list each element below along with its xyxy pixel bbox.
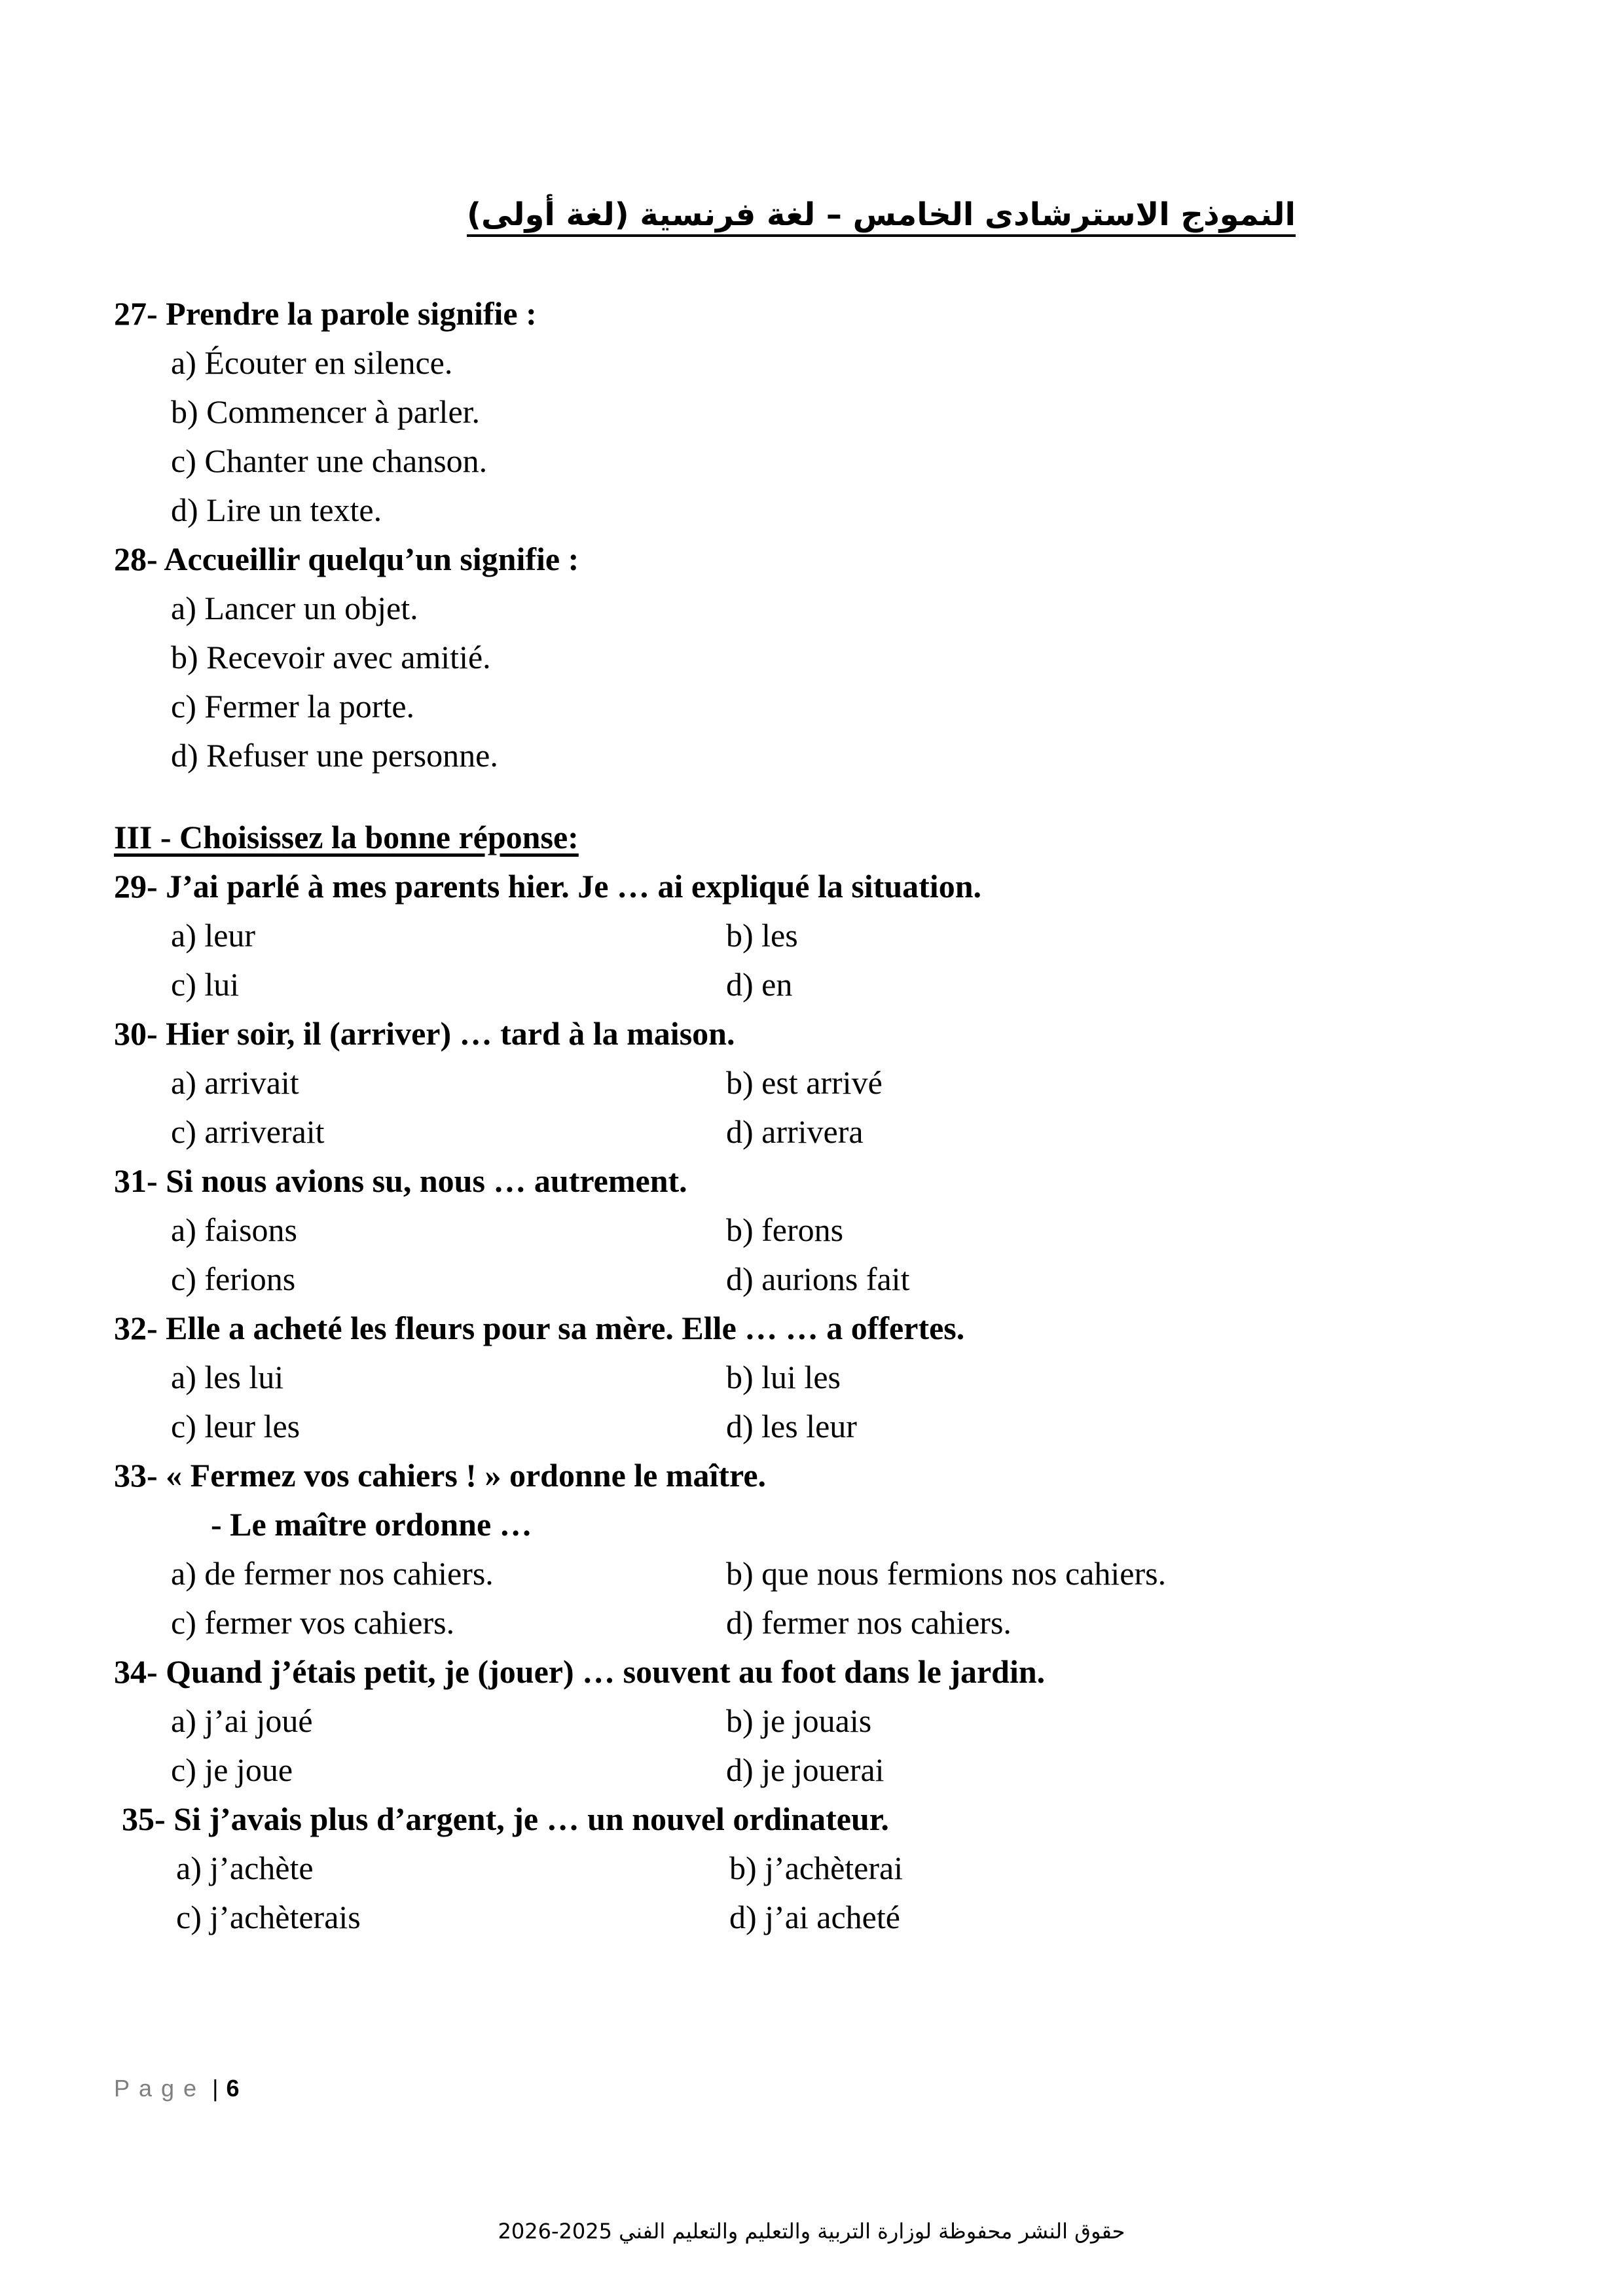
- q33-option-d: d) fermer nos cahiers.: [726, 1604, 1012, 1641]
- q35-options-row-1: [114, 1844, 1489, 1893]
- q30-options-row-1: [114, 1058, 1489, 1107]
- q32-options-row-2: [114, 1402, 1489, 1451]
- question-33-substem: - Le maître ordonne …: [211, 1506, 532, 1543]
- q35-options-row-2: [114, 1893, 1489, 1942]
- q29-option-d: d) en: [726, 966, 793, 1003]
- copyright-notice: حقوق النشر محفوظة لوزارة التربية والتعليم والتعليم الفني 2025-2026: [498, 2219, 1125, 2244]
- q29-option-a: a) leur: [171, 917, 256, 954]
- page-label: Page: [114, 2075, 206, 2102]
- q34-option-b: b) je jouais: [726, 1702, 872, 1739]
- question-32-stem: 32- Elle a acheté les fleurs pour sa mère. Elle … … a offertes.: [114, 1310, 965, 1346]
- question-35-stem: 35- Si j’avais plus d’argent, je … un nouvel ordinateur.: [122, 1801, 889, 1837]
- q28-option-d: d) Refuser une personne.: [171, 737, 498, 774]
- q29-option-b: b) les: [726, 917, 798, 954]
- q35-option-a: a) j’achète: [176, 1850, 314, 1886]
- q31-option-b: b) ferons: [726, 1211, 844, 1248]
- q31-option-a: a) faisons: [171, 1211, 297, 1248]
- q30-option-d: d) arrivera: [726, 1113, 864, 1150]
- q33-option-c: c) fermer vos cahiers.: [171, 1604, 455, 1641]
- q28-option-b: b) Recevoir avec amitié.: [171, 639, 491, 675]
- q34-option-a: a) j’ai joué: [171, 1702, 313, 1739]
- q34-options-row-1: [114, 1696, 1489, 1746]
- q33-options-row-1: [114, 1549, 1489, 1598]
- q34-option-d: d) je jouerai: [726, 1751, 884, 1788]
- exam-content: [114, 289, 1489, 1942]
- q32-option-d: d) les leur: [726, 1408, 857, 1444]
- question-28-stem: 28- Accueillir quelqu’un signifie :: [114, 541, 579, 577]
- q33-option-a: a) de fermer nos cahiers.: [171, 1555, 494, 1592]
- question-34-stem: 34- Quand j’étais petit, je (jouer) … souvent au foot dans le jardin.: [114, 1653, 1046, 1690]
- q31-options-row-2: [114, 1255, 1489, 1304]
- question-29-stem: 29- J’ai parlé à mes parents hier. Je … ai expliqué la situation.: [114, 868, 981, 905]
- question-33-stem: 33- « Fermez vos cahiers ! » ordonne le maître.: [114, 1457, 767, 1494]
- q30-option-c: c) arriverait: [171, 1113, 325, 1150]
- question-31-stem: 31- Si nous avions su, nous … autrement.: [114, 1162, 687, 1199]
- q28-option-c: c) Fermer la porte.: [171, 688, 415, 725]
- q30-option-a: a) arrivait: [171, 1064, 299, 1101]
- q33-option-b: b) que nous fermions nos cahiers.: [726, 1555, 1167, 1592]
- q35-option-c: c) j’achèterais: [176, 1899, 361, 1935]
- q31-options-row-1: [114, 1206, 1489, 1255]
- q32-option-a: a) les lui: [171, 1359, 284, 1395]
- q31-option-d: d) aurions fait: [726, 1261, 910, 1297]
- q35-option-d: d) j’ai acheté: [729, 1899, 900, 1935]
- q28-option-a: a) Lancer un objet.: [171, 590, 418, 626]
- page-number: 6: [226, 2075, 240, 2102]
- q29-options-row-1: [114, 911, 1489, 960]
- q33-options-row-2: [114, 1598, 1489, 1647]
- section-3-heading: III - Choisissez la bonne réponse:: [114, 819, 579, 855]
- q27-option-b: b) Commencer à parler.: [171, 393, 481, 430]
- q32-options-row-1: [114, 1353, 1489, 1402]
- q27-option-a: a) Écouter en silence.: [171, 344, 453, 381]
- q32-option-b: b) lui les: [726, 1359, 841, 1395]
- q32-option-c: c) leur les: [171, 1408, 301, 1444]
- q30-option-b: b) est arrivé: [726, 1064, 883, 1101]
- question-30-stem: 30- Hier soir, il (arriver) … tard à la maison.: [114, 1015, 735, 1052]
- q35-option-b: b) j’achèterai: [729, 1850, 903, 1886]
- q27-option-d: d) Lire un texte.: [171, 492, 382, 528]
- page-separator: |: [212, 2075, 219, 2102]
- page-footer: [114, 2075, 239, 2102]
- q27-option-c: c) Chanter une chanson.: [171, 442, 488, 479]
- page-title: النموذج الاسترشادى الخامس – لغة فرنسية (لغة أولى): [467, 196, 1296, 233]
- q30-options-row-2: [114, 1107, 1489, 1157]
- question-27-stem: 27- Prendre la parole signifie :: [114, 295, 537, 332]
- q29-options-row-2: [114, 960, 1489, 1009]
- q34-options-row-2: [114, 1746, 1489, 1795]
- q31-option-c: c) ferions: [171, 1261, 296, 1297]
- q29-option-c: c) lui: [171, 966, 240, 1003]
- q34-option-c: c) je joue: [171, 1751, 293, 1788]
